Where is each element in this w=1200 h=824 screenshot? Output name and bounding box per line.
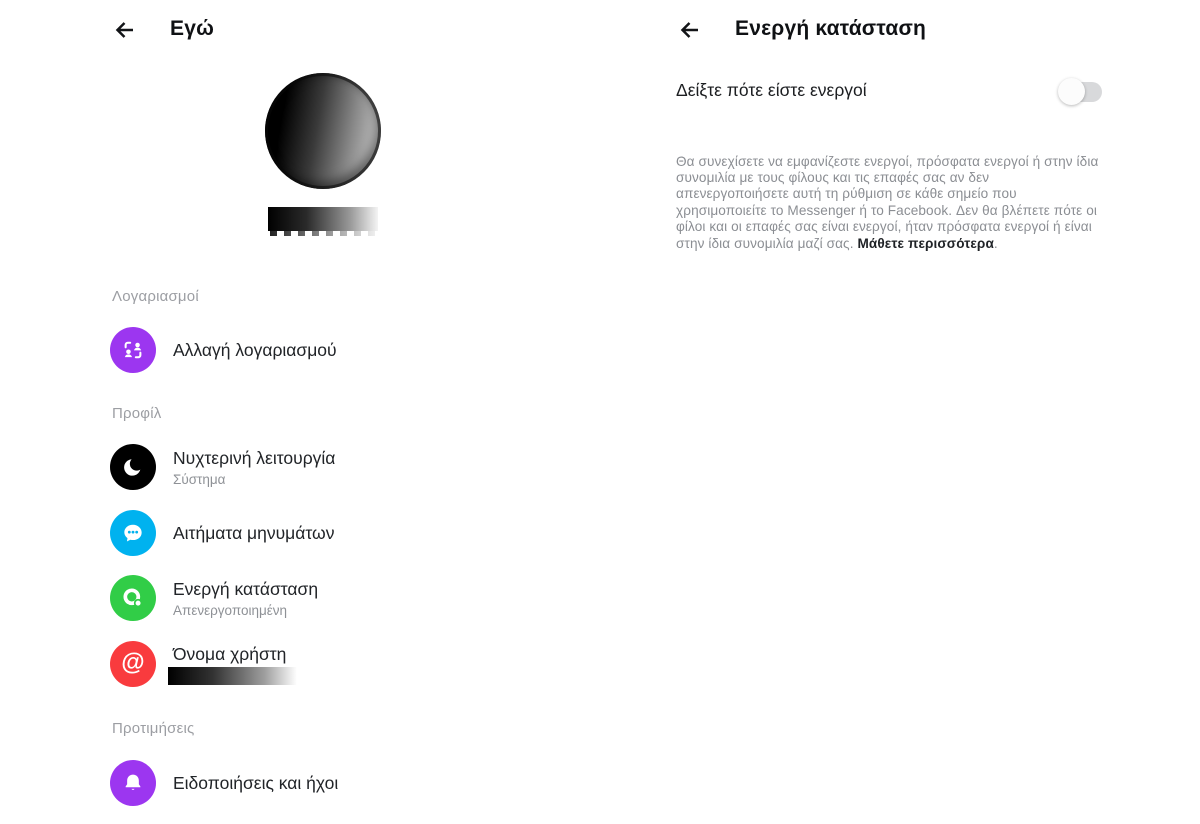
section-header-accounts: Λογαριασμοί bbox=[112, 288, 199, 305]
profile-name-remnant bbox=[270, 231, 378, 236]
toggle-knob bbox=[1058, 78, 1085, 105]
bell-icon bbox=[110, 760, 156, 806]
at-sign-icon: @ bbox=[110, 641, 156, 687]
username-value-redacted bbox=[168, 667, 297, 685]
left-arrow-icon bbox=[676, 32, 704, 47]
section-header-preferences: Προτιμήσεις bbox=[112, 720, 195, 737]
show-active-label: Δείξτε πότε είστε ενεργοί bbox=[676, 80, 867, 100]
item-subtitle: Απενεργοποιημένη bbox=[173, 602, 288, 618]
settings-item-notifications[interactable] bbox=[110, 760, 338, 806]
section-header-profile: Προφίλ bbox=[112, 405, 162, 422]
settings-item-dark-mode[interactable] bbox=[110, 444, 335, 490]
status-ring-icon bbox=[110, 575, 156, 621]
item-label: Ειδοποιήσεις και ήχοι bbox=[173, 773, 339, 793]
settings-item-active-status[interactable] bbox=[110, 575, 318, 621]
page-title: Εγώ bbox=[170, 17, 215, 40]
back-button[interactable] bbox=[676, 16, 704, 44]
left-arrow-icon bbox=[111, 32, 139, 47]
item-label: Όνομα χρήστη bbox=[173, 644, 287, 664]
chat-bubble-icon bbox=[110, 510, 156, 556]
item-subtitle: Σύστημα bbox=[173, 471, 226, 487]
description-text: Θα συνεχίσετε να εμφανίζεστε ενεργοί, πρόσφατα ενεργοί ή στην ίδια συνομιλία με τους φίλους και τις επαφές σας αν δεν απενεργοποιήσετε αυτή τη ρύθμιση σε κάθε σημείο που χρησιμοποιείτε το Messenger ή το Facebook. Δεν θα βλέπετε πότε οι φίλοι και οι επαφές σας είναι ενεργοί, ήταν πρόσφατα ενεργοί ή είναι στην ίδια συνομιλία μαζί σας. bbox=[676, 153, 1099, 251]
active-status-screen bbox=[600, 0, 1200, 824]
active-status-description bbox=[676, 154, 1100, 252]
description-period: . bbox=[993, 235, 998, 251]
learn-more-link[interactable]: Μάθετε περισσότερα bbox=[857, 235, 994, 251]
item-label: Αιτήματα μηνυμάτων bbox=[173, 523, 335, 543]
active-status-toggle[interactable] bbox=[1058, 78, 1102, 105]
back-button[interactable] bbox=[111, 16, 139, 44]
settings-item-switch-account[interactable] bbox=[110, 327, 337, 373]
switch-account-icon bbox=[110, 327, 156, 373]
settings-item-username[interactable] bbox=[110, 641, 297, 687]
item-label: Νυχτερινή λειτουργία bbox=[173, 447, 336, 468]
settings-item-message-requests[interactable] bbox=[110, 510, 334, 556]
moon-icon bbox=[110, 444, 156, 490]
profile-name-redacted bbox=[268, 207, 378, 231]
item-label: Αλλαγή λογαριασμού bbox=[173, 340, 337, 360]
avatar[interactable] bbox=[265, 73, 381, 189]
item-label: Ενεργή κατάσταση bbox=[173, 578, 319, 599]
page-title: Ενεργή κατάσταση bbox=[735, 17, 927, 40]
